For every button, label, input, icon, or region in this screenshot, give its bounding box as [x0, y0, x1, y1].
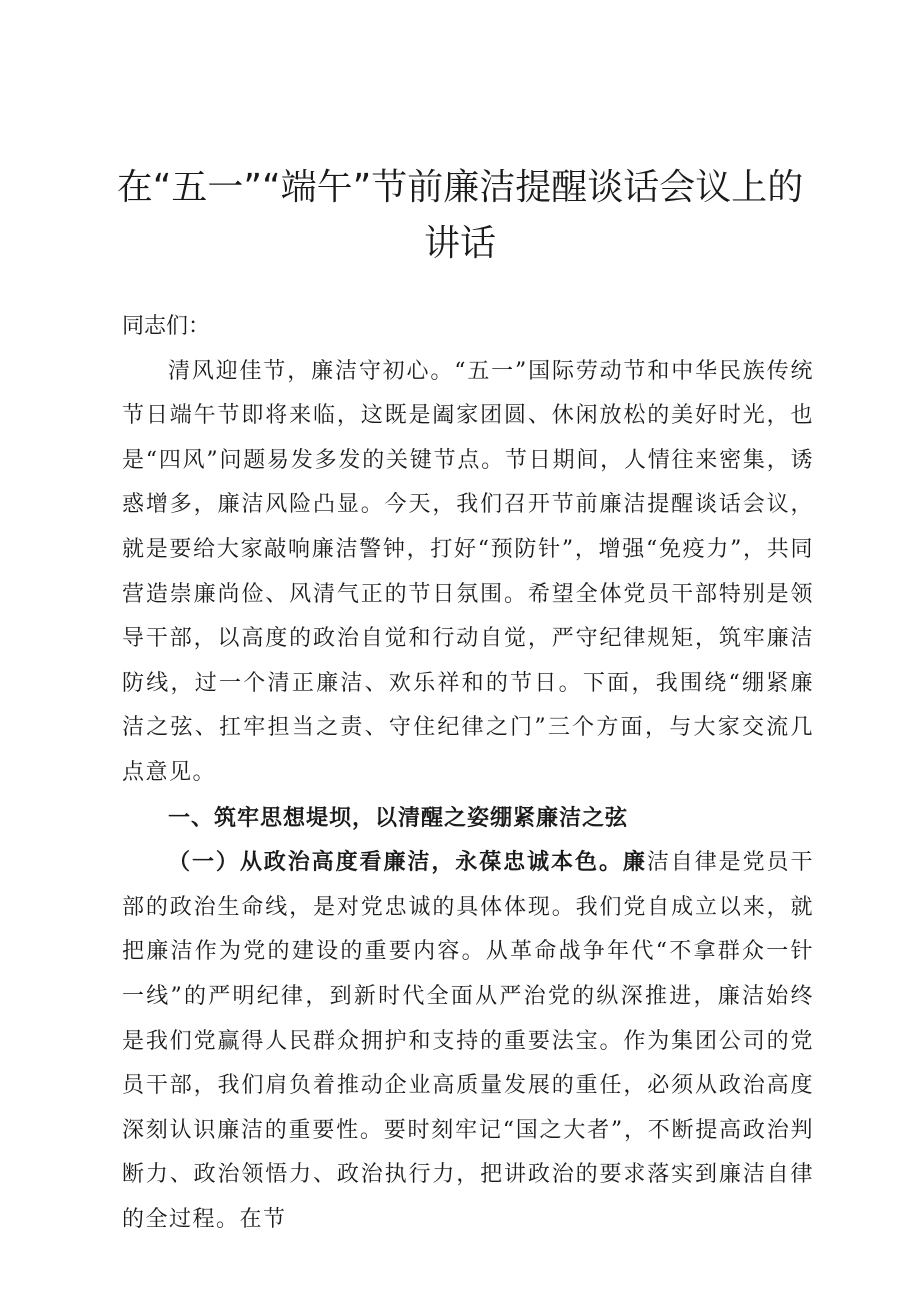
subsection-paragraph — [122, 840, 814, 1242]
subsection-text: 洁自律是党员干部的政治生命线，是对党忠诚的具体体现。我们党自成立以来，就把廉洁作为党的建设的重要内容。从革命战争年代“不拿群众一针一线”的严明纪律，到新时代全面从严治党的纵深推进，廉洁始终是我们党赢得人民群众拥护和支持的重要法宝。作为集团公司的党员干部，我们肩负着推动企业高质量发展的重任，必须从政治高度深刻认识廉洁的重要性。要时刻牢记“国之大者”，不断提高政治判断力、政治领悟力、政治执行力，把讲政治的要求落实到廉洁自律的全过程。在节 — [122, 850, 814, 1232]
subsection-lead: （一）从政治高度看廉洁，永葆忠诚本色。廉 — [168, 849, 647, 876]
intro-paragraph: 清风迎佳节，廉洁守初心。“五一”国际劳动节和中华民族传统节日端午节即将来临，这既是阖家团圆、休闲放松的美好时光，也是“四风”问题易发多发的关键节点。节日期间，人情往来密集，诱惑增多，廉洁风险凸显。今天，我们召开节前廉洁提醒谈话会议，就是要给大家敲响廉洁警钟，打好“预防针”，增强“免疫力”，共同营造崇廉尚俭、风清气正的节日氛围。希望全体党员干部特别是领导干部，以高度的政治自觉和行动自觉，严守纪律规矩，筑牢廉洁防线，过一个清正廉洁、欢乐祥和的节日。下面，我围绕“绷紧廉洁之弦、扛牢担当之责、守住纪律之门”三个方面，与大家交流几点意见。 — [122, 358, 814, 785]
document-body — [122, 305, 814, 1242]
document-title: 在“五一”“端午”节前廉洁提醒谈话会议上的讲话 — [116, 167, 804, 264]
section-heading: 一、筑牢思想堤坝，以清醒之姿绷紧廉洁之弦 — [168, 804, 629, 831]
salutation: 同志们： — [122, 314, 211, 339]
